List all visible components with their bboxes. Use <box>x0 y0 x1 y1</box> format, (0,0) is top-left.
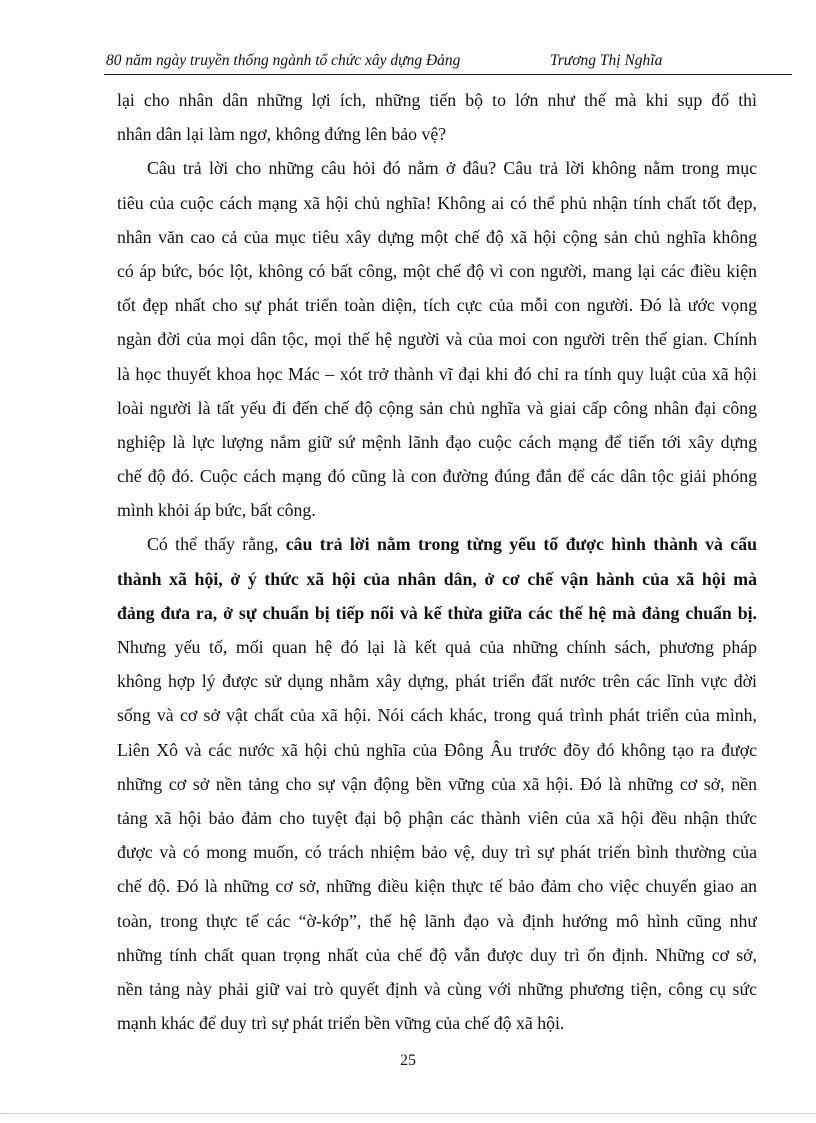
text-line: nhân dân lại làm ngơ, không đứng lên bảo vệ? <box>117 124 447 145</box>
text-line: mạnh khác để duy trì sự phát triển bền vững của chế độ xã hội. <box>117 1013 565 1034</box>
text-line: nền tảng này phải giữ vai trò quyết định và cùng với những phương tiện, công cụ sức <box>117 978 757 999</box>
text-line: tốt đẹp nhất cho sự phát triển toàn diện, tích cực của mỗi con người. Đó là ước vọng <box>117 295 757 316</box>
text-line: sống và cơ sở vật chất của xã hội. Nói cách khác, trong quá trình phát triển của mình, <box>117 705 757 726</box>
text-line: chế độ đó. Cuộc cách mạng đó cũng là con đường đúng đắn để các dân tộc giải phóng <box>117 466 757 487</box>
text-line: Câu trả lời cho những câu hỏi đó nằm ở đâu? Câu trả lời không nằm trong mục <box>147 158 757 179</box>
text-line: mình khỏi áp bức, bất công. <box>117 500 316 521</box>
text-line: những cơ sở nền tảng cho sự vận động bền vững của xã hội. Đó là những cơ sở, nền <box>117 773 757 794</box>
text-line: nghiệp là lực lượng nắm giữ sứ mệnh lãnh đạo cuộc cách mạng để tiến tới xây dựng <box>117 431 757 452</box>
text-line: Nhưng yếu tố, mối quan hệ đó lại là kết quả của những chính sách, phương pháp <box>117 637 757 657</box>
page-bottom-border <box>0 1113 816 1114</box>
text-line: tảng xã hội bảo đảm cho tuyệt đại bộ phận các thành viên của xã hội đều nhận thức <box>117 807 757 828</box>
text-line <box>117 562 757 596</box>
text-line: nhân văn cao cả của mục tiêu xây dựng một chế độ xã hội cộng sản chủ nghĩa không <box>117 226 757 247</box>
header-author: Trương Thị Nghĩa <box>550 52 663 69</box>
text-line: được và có mong muốn, có trách nhiệm bảo vệ, duy trì sự phát triển bình thường của <box>117 842 757 863</box>
text-line <box>117 596 757 630</box>
body-text <box>117 83 757 1040</box>
text-line: chế độ. Đó là những cơ sở, những điều kiện thực tế bảo đảm cho việc chuyển giao an <box>117 876 757 897</box>
page-header <box>104 50 792 75</box>
header-title: 80 năm ngày truyền thống ngành tổ chức xây dựng Đảng <box>106 52 461 69</box>
bold-text-run: câu trả lời nằm trong từng yếu tố được hình thành và cấu <box>285 534 757 555</box>
text-run: Có thể thấy rằng, <box>147 534 286 555</box>
bold-text-run: đảng đưa ra, ở sự chuẩn bị tiếp nối và kế thừa giữa các thế hệ mà đảng chuẩn bị. <box>117 602 757 623</box>
text-line: là học thuyết khoa học Mác – xót trở thành vĩ đại khi đó chỉ ra tính quy luật của xã hội <box>117 363 757 384</box>
page-number: 25 <box>400 1052 416 1069</box>
text-line: những tính chất quan trọng nhất của chế độ vẫn được duy trì ổn định. Những cơ sở, <box>117 944 757 965</box>
text-line <box>117 527 757 561</box>
text-line: ngàn đời của mọi dân tộc, mọi thế hệ người và của moi con người trên thế gian. Chính <box>117 329 757 350</box>
text-line: toàn, trong thực tế các “ờ-kớp”, thế hệ lãnh đạo và định hướng mô hình cũng như <box>117 910 757 931</box>
text-line: có áp bức, bóc lột, không có bất công, một chế độ vì con người, mang lại các điều kiện <box>117 260 757 281</box>
text-line: Liên Xô và các nước xã hội chủ nghĩa của Đông Âu trước đõy đó không tạo ra được <box>117 739 757 760</box>
bold-text-run: thành xã hội, ở ý thức xã hội của nhân dân, ở cơ chế vận hành của xã hội mà <box>117 568 757 589</box>
text-line: không hợp lý được sử dụng nhằm xây dựng, phát triển đất nước trên các lĩnh vực đời <box>117 671 757 692</box>
text-line: tiêu của cuộc cách mạng xã hội chủ nghĩa! Không ai có thể phủ nhận tính chất tốt đẹp, <box>117 192 757 213</box>
text-line: loài người là tất yếu đi đến chế độ cộng sản chủ nghĩa và giai cấp công nhân đại công <box>117 397 757 418</box>
text-line: lại cho nhân dân những lợi ích, những tiến bộ to lớn như thế mà khi sụp đổ thì <box>117 90 757 110</box>
